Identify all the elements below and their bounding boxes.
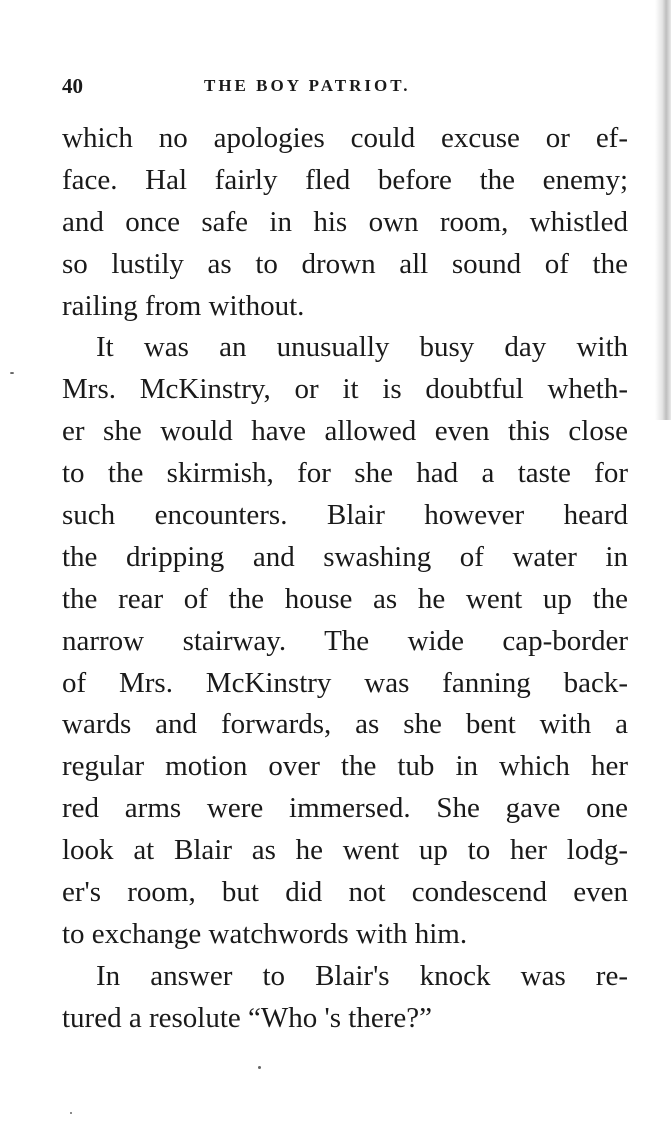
text-line: Mrs. McKinstry, or it is doubtful wheth-: [62, 373, 628, 406]
text-line: narrow stairway. The wide cap-border: [62, 624, 628, 657]
text-line: to exchange watchwords with him.: [62, 917, 468, 950]
page-edge-shadow: [655, 0, 671, 420]
text-line: which no apologies could excuse or ef-: [62, 122, 628, 154]
running-head: [62, 74, 628, 102]
text-line: and once safe in his own room, whistled: [62, 205, 628, 238]
text-line: wards and forwards, as she bent with a: [62, 708, 628, 741]
ink-speck: [258, 1066, 261, 1069]
ink-speck: [70, 1112, 72, 1114]
text-line: so lustily as to drown all sound of the: [62, 247, 628, 280]
text-line: of Mrs. McKinstry was fanning back-: [62, 666, 628, 699]
running-title: THE BOY PATRIOT.: [204, 76, 411, 95]
text-line: railing from without.: [62, 289, 305, 322]
text-line: face. Hal fairly fled before the enemy;: [62, 163, 628, 196]
page-number: 40: [62, 74, 83, 98]
text-line: er's room, but did not condescend even: [62, 876, 628, 909]
text-line: red arms were immersed. She gave one: [62, 792, 628, 825]
text-line: look at Blair as he went up to her lodg-: [62, 834, 628, 867]
text-line: such encounters. Blair however heard: [62, 499, 628, 532]
text-line: the dripping and swashing of water in: [62, 540, 628, 573]
text-line: It was an unusually busy day with: [96, 331, 628, 364]
ink-speck: [10, 372, 14, 374]
text-line: the rear of the house as he went up the: [62, 582, 628, 615]
text-line: er she would have allowed even this close: [62, 415, 628, 448]
body-text: [62, 118, 628, 1040]
text-line: to the skirmish, for she had a taste for: [62, 457, 628, 490]
text-line: In answer to Blair's knock was re-: [96, 959, 628, 992]
text-line: regular motion over the tub in which her: [62, 750, 628, 783]
text-line: tured a resolute “Who 's there?”: [62, 1001, 432, 1034]
